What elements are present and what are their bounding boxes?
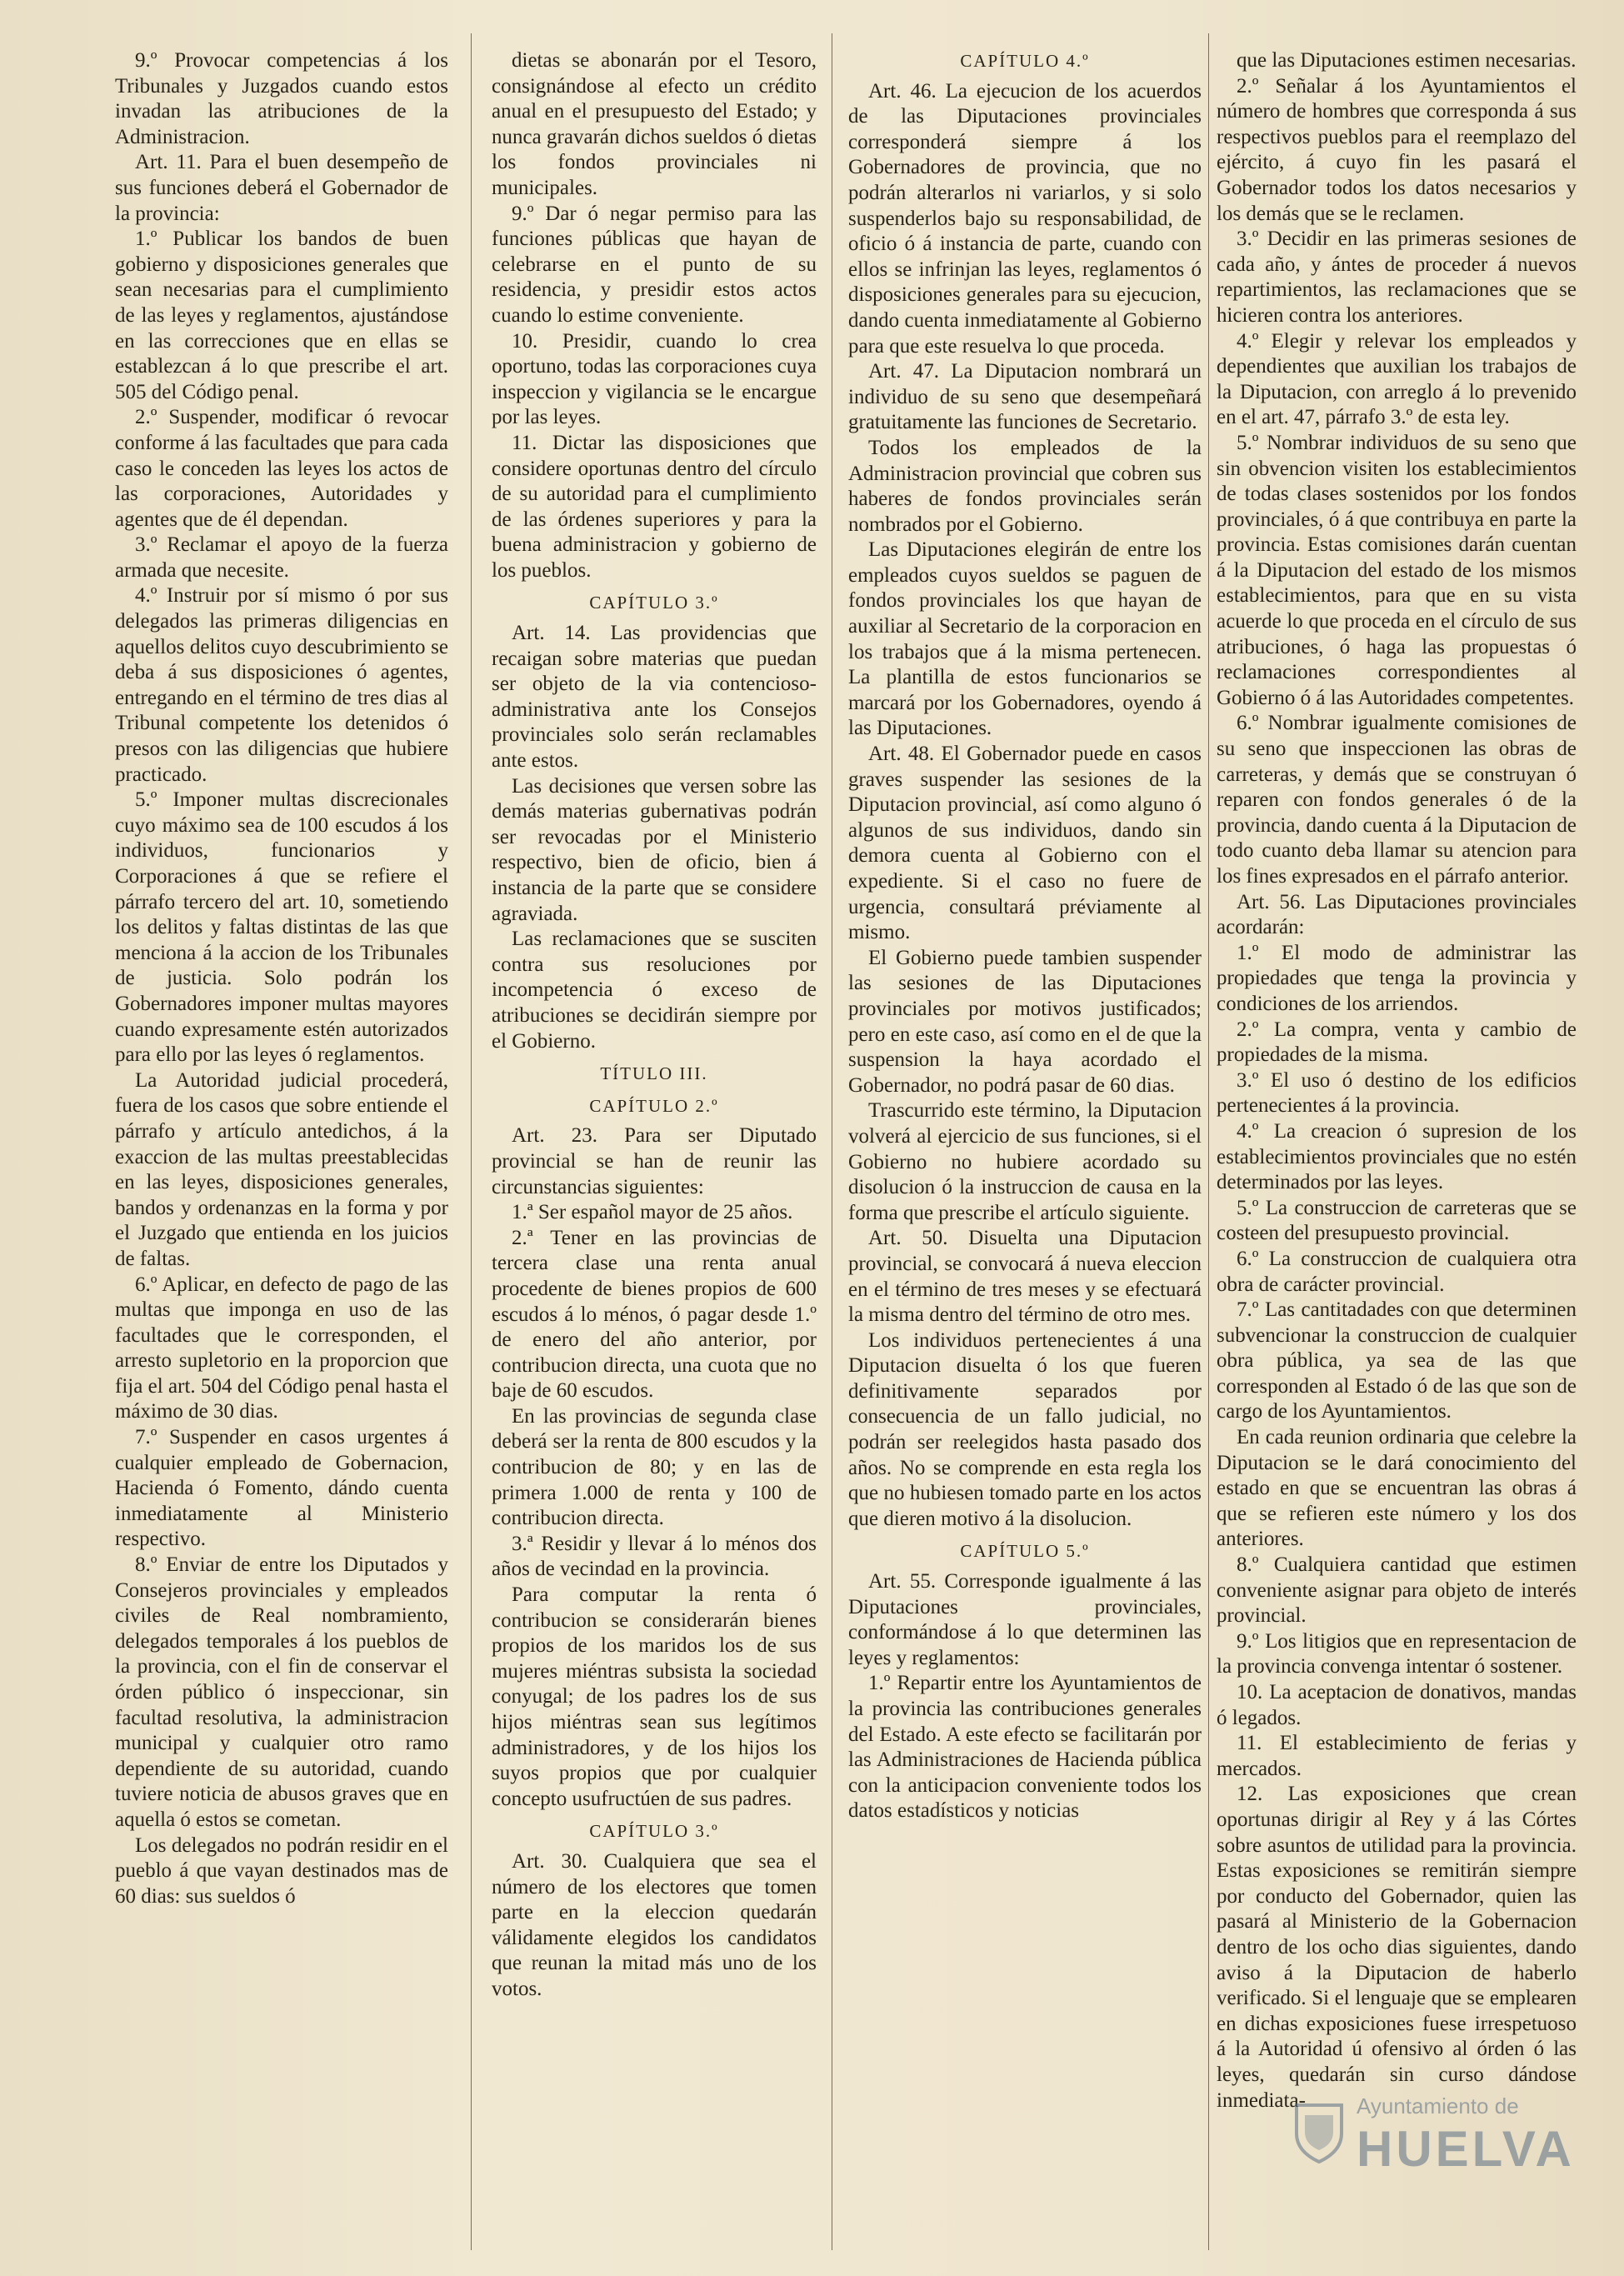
article-paragraph: Art. 55. Corresponde igualmente á las Diputaciones provinciales, conformándose á lo que determinen las leyes y reglamentos: [848, 1570, 1202, 1669]
article-paragraph: Para computar la renta ó contribucion se considerarán bienes propios de los maridos los de sus mujeres miéntras subsista la sociedad conyugal; de los padres los de sus hijos miéntras sean sus legítimos administradores, y de los hijos los suyos propios que por cualquier concepto usufructúen de sus padres. [492, 1583, 817, 1810]
article-paragraph: 1.º Publicar los bandos de buen gobierno y disposiciones generales que sean necesarias para el cumplimiento de las leyes y reglamentos, ajustándose en las correcciones que en ellas se establezcan á lo que prescribe el art. 505 del Código penal. [115, 228, 448, 403]
article-paragraph: En cada reunion ordinaria que celebre la Diputacion se le dará conocimiento del estado en que se encuentran las obras á que se refieren este número y los dos anteriores. [1217, 1426, 1577, 1551]
text-column-4 [1217, 48, 1577, 2248]
article-paragraph: Art. 30. Cualquiera que sea el número de los electores que tomen parte en la eleccion quedarán válidamente elegidos los candidatos que reunan la mitad más uno de los votos. [492, 1849, 817, 2000]
chapter-heading: CAPÍTULO 4.º [960, 51, 1090, 71]
article-paragraph: Las Diputaciones elegirán de entre los empleados cuyos sueldos se paguen de fondos provinciales los que hayan de auxiliar al Secretario de la corporacion en los trabajos que á la misma pertenecen. La plantilla de estos funcionarios se marcará por los Gobernadores, oyendo á las Diputaciones. [848, 538, 1202, 740]
article-paragraph: 2.º Suspender, modificar ó revocar conforme á las facultades que para cada caso le conceden las leyes los actos de las corporaciones, Autoridades y agentes que de él dependan. [115, 406, 448, 531]
article-paragraph: En las provincias de segunda clase deberá ser la renta de 800 escudos y la contribucion de 80; y en las de primera 1.000 de renta y 100 de contribucion directa. [492, 1404, 817, 1530]
text-column-2 [492, 48, 817, 2248]
watermark-org: Ayuntamiento de [1357, 2093, 1519, 2118]
column-rule [1208, 33, 1209, 2250]
city-shield-icon [1293, 2100, 1345, 2163]
article-paragraph: 10. La aceptacion de donativos, mandas ó legados. [1217, 1681, 1577, 1729]
article-paragraph: 6.º Aplicar, en defecto de pago de las multas que imponga en uso de las facultades que le corresponden, el arresto supletorio en la proporcion que fija el art. 504 del Código penal hasta el máximo de 30 dias. [115, 1273, 448, 1423]
article-paragraph: 3.ª Residir y llevar á lo ménos dos años de vecindad en la provincia. [492, 1532, 817, 1581]
article-paragraph: Los delegados no podrán residir en el pueblo á que vayan destinados mas de 60 dias: sus sueldos ó [115, 1833, 448, 1908]
article-paragraph: 6.º Nombrar igualmente comisiones de su seno que inspeccionen las obras de carreteras, y demás que se construyan ó reparen con fondos generales ó de la provincia, dando cuenta á la Diputacion de todo cuanto deba llamar su atencion para los fines expresados en el párrafo anterior. [1217, 712, 1577, 888]
article-paragraph: 9.º Provocar competencias á los Tribunales y Juzgados cuando estos invadan las atribuciones de la Administracion. [115, 49, 448, 148]
article-paragraph: 7.º Suspender en casos urgentes á cualquier empleado de Gobernacion, Hacienda ó Fomento, dándo cuenta inmediatamente al Ministerio respectivo. [115, 1426, 448, 1551]
article-paragraph: 1.º El modo de administrar las propiedades que tenga la provincia y condiciones de los arriendos. [1217, 941, 1577, 1015]
article-paragraph: La Autoridad judicial procederá, fuera de los casos que sobre entiende el párrafo y artículo antedichos, á la exaccion de las multas preestablecidas en las leyes, disposiciones generales, bandos y ordenanzas en la forma y por el Juzgado que entienda en los juicios de faltas. [115, 1068, 448, 1270]
article-paragraph: 3.º El uso ó destino de los edificios pertenecientes á la provincia. [1217, 1068, 1577, 1118]
article-paragraph: 5.º La construccion de carreteras que se costeen del presupuesto provincial. [1217, 1196, 1577, 1245]
article-paragraph: Art. 46. La ejecucion de los acuerdos de las Diputaciones provinciales corresponderá siempre á los Gobernadores de provincia, que no podrán alterarlos ni variarlos, y si solo suspenderlos bajo su responsabilidad, de oficio ó á instancia de parte, cuando con ellos se infrinjan las leyes, reglamentos ó disposiciones generales para su ejecucion, dando cuenta inmediatamente al Gobierno para que este resuelva lo que proceda. [848, 79, 1202, 358]
article-paragraph: El Gobierno puede tambien suspender las sesiones de las Diputaciones provinciales por motivos justificados; pero en este caso, así como en el de que la suspension la haya acordado el Gobernador, no podrá pasar de 60 dias. [848, 946, 1202, 1097]
watermark-city: HUELVA [1357, 2121, 1575, 2177]
article-paragraph: Art. 47. La Diputacion nombrará un individuo de su seno que desempeñará gratuitamente las funciones de Secretario. [848, 360, 1202, 434]
article-paragraph: 8.º Enviar de entre los Diputados y Consejeros provinciales y empleados civiles de Real nombramiento, delegados temporales á los pueblos de la provincia, con el fin de conservar el órden público ó inspeccionar, sin facultad resolutiva, la administracion municipal y cualquier otro ramo dependiente de su autoridad, cuando tuviere noticia de abusos graves que en aquella ó estos se cometan. [115, 1553, 448, 1831]
article-paragraph: 3.º Reclamar el apoyo de la fuerza armada que necesite. [115, 533, 448, 582]
article-paragraph: Art. 23. Para ser Diputado provincial se han de reunir las circunstancias siguientes: [492, 1124, 817, 1198]
article-paragraph: Todos los empleados de la Administracion provincial que cobren sus haberes de fondos provinciales serán nombrados por el Gobierno. [848, 436, 1202, 536]
article-paragraph: 2.º Señalar á los Ayuntamientos el número de hombres que corresponda á sus respectivos pueblos para el reemplazo del ejército, á cuyo fin les pasará el Gobernador todos los datos necesarios y los demás que se le reclamen. [1217, 74, 1577, 225]
article-paragraph: 11. El establecimiento de ferias y mercados. [1217, 1732, 1577, 1780]
text-column-1 [115, 48, 448, 2248]
article-paragraph: 6.º La construccion de cualquiera otra obra de carácter provincial. [1217, 1247, 1577, 1296]
chapter-heading: TÍTULO III. [600, 1063, 708, 1084]
column-rule [471, 33, 472, 2250]
article-paragraph: 7.º Las cantitadades con que determinen subvencionar la construccion de cualquier obra pública, ya sea de las que corresponden al Estado ó de las que son de cargo de los Ayuntamientos. [1217, 1298, 1577, 1423]
article-paragraph: 9.º Dar ó negar permiso para las funciones públicas que hayan de celebrarse en el punto de su residencia, y presidir estos actos cuando lo estime conveniente. [492, 202, 817, 327]
chapter-heading: CAPÍTULO 5.º [960, 1541, 1090, 1562]
article-paragraph: 4.º Elegir y relevar los empleados y dependientes que auxilian los trabajos de la Diputacion, con arreglo á lo prevenido en el art. 47, párrafo 3.º de esta ley. [1217, 329, 1577, 429]
article-paragraph: 1.º Repartir entre los Ayuntamientos de la provincia las contribuciones generales del Estado. A este efecto se facilitarán por las Administraciones de Hacienda pública con la anticipacion conveniente todos los datos estadísticos y noticias [848, 1672, 1202, 1823]
article-paragraph: Art. 56. Las Diputaciones provinciales acordarán: [1217, 890, 1577, 939]
article-paragraph: Art. 48. El Gobernador puede en casos graves suspender las sesiones de la Diputacion provincial, así como alguno ó algunos de sus individuos, dando sin demora cuenta al Gobierno con el expediente. Si el caso no fuere de urgencia, consultará préviamente al mismo. [848, 743, 1202, 944]
article-paragraph: 11. Dictar las disposiciones que considere oportunas dentro del círculo de su autoridad para el cumplimiento de las órdenes superiores y para la buena administracion y gobierno de los pueblos. [492, 431, 817, 582]
article-paragraph: Las decisiones que versen sobre las demás materias gubernativas podrán ser revocadas por el Ministerio respectivo, bien de oficio, bien á instancia de la parte que se considere agraviada. [492, 774, 817, 925]
chapter-heading: CAPÍTULO 3.º [589, 1821, 719, 1842]
chapter-heading: CAPÍTULO 3.º [589, 593, 719, 613]
article-paragraph: que las Diputaciones estimen necesarias. [1237, 49, 1577, 72]
article-paragraph: Art. 14. Las providencias que recaigan sobre materias que puedan ser objeto de la via contencioso-administrativa ante los Consejos provinciales solo serán reclamables ante estos. [492, 622, 817, 773]
article-paragraph: 8.º Cualquiera cantidad que estimen conveniente asignar para objeto de interés provincial. [1217, 1553, 1577, 1628]
article-paragraph: 4.º Instruir por sí mismo ó por sus delegados las primeras diligencias en aquellos delitos cuyo descubrimiento se deba á sus disposiciones ó agentes, entregando en el término de tres dias al Tribunal competente los detenidos ó presos con las diligencias que hubiere practicado. [115, 584, 448, 786]
article-paragraph: 4.º La creacion ó supresion de los establecimientos provinciales que no estén determinados por las leyes. [1217, 1119, 1577, 1194]
article-paragraph: 9.º Los litigios que en representacion de la provincia convenga intentar ó sostener. [1217, 1629, 1577, 1678]
chapter-heading: CAPÍTULO 2.º [589, 1095, 719, 1116]
article-paragraph: 2.º La compra, venta y cambio de propiedades de la misma. [1217, 1018, 1577, 1067]
article-paragraph: Trascurrido este término, la Diputacion volverá al ejercicio de sus funciones, si el Gobierno no hubiere acordado su disolucion ó la instruccion de causa en la forma que prescribe el artículo siguiente. [848, 1099, 1202, 1224]
article-paragraph: 1.ª Ser español mayor de 25 años. [512, 1201, 793, 1224]
article-paragraph: 5.º Imponer multas discrecionales cuyo máximo sea de 100 escudos á los individuos, funcionarios y Corporaciones á que se refiere el párrafo tercero del art. 10, sometiendo los delitos y faltas distintas de las que menciona á la accion de los Tribunales de justicia. Solo podrán los Gobernadores imponer multas mayores cuando expresamente estén autorizados para ello por las leyes ó reglamentos. [115, 788, 448, 1067]
article-paragraph: 10. Presidir, cuando lo crea oportuno, todas las corporaciones cuya inspeccion y vigilancia se le encargue por las leyes. [492, 329, 817, 429]
article-paragraph: 3.º Decidir en las primeras sesiones de cada año, y ántes de proceder á nuevos repartimientos, las reclamaciones que se hicieren contra los anteriores. [1217, 228, 1577, 327]
article-paragraph: Art. 50. Disuelta una Diputacion provincial, se convocará á nueva eleccion en el término de tres meses y se efectuará la misma dentro del término de otro mes. [848, 1227, 1202, 1327]
article-paragraph: Los individuos pertenecientes á una Diputacion disuelta ó los que fueren definitivamente separados por consecuencia de un fallo judicial, no podrán ser reelegidos hasta pasado dos años. No se comprende en esta regla los que no hubiesen tomado parte en los actos que dieren motivo á la disolucion. [848, 1328, 1202, 1530]
archive-watermark [1283, 2083, 1600, 2250]
article-paragraph: Art. 11. Para el buen desempeño de sus funciones deberá el Gobernador de la provincia: [115, 151, 448, 225]
text-column-3 [848, 48, 1202, 2248]
article-paragraph: 2.ª Tener en las provincias de tercera clase una renta anual procedente de bienes propios de 600 escudos á lo ménos, ó pagar desde 1.º de enero del año anterior, por contribucion directa, una cuota que no baje de 60 escudos. [492, 1226, 817, 1403]
article-paragraph: Las reclamaciones que se susciten contra sus resoluciones por incompetencia ó exceso de atribuciones se decidirán siempre por el Gobierno. [492, 928, 817, 1053]
article-paragraph: 5.º Nombrar individuos de su seno que sin obvencion visiten los establecimientos de todas clases sostenidos por los fondos provinciales, ó á que contribuya en parte la provincia. Estas comisiones darán cuentan á la Diputacion del estado de los mismos establecimientos, para que en su vista acuerde lo que proceda en el círculo de sus atribuciones, ó haga las propuestas ó reclamaciones correspondientes al Gobierno ó á las Autoridades competentes. [1217, 431, 1577, 709]
article-paragraph: 12. Las exposiciones que crean oportunas dirigir al Rey y á las Córtes sobre asuntos de utilidad para la provincia. Estas exposiciones se remitirán siempre por conducto del Gobernador, quien las pasará al Ministerio de la Gobernacion dentro de los ocho dias siguientes, dando aviso á la Diputacion de haberlo verificado. Si el lenguaje que se emplearen en dichas exposiciones fuese irrespetuoso á la Autoridad ú ofensivo al órden ó las leyes, quedarán sin curso dándose inmediata- [1217, 1783, 1577, 2112]
article-paragraph: dietas se abonarán por el Tesoro, consignándose al efecto un crédito anual en el presupuesto del Estado; y nunca gravarán dichos sueldos ó dietas los fondos provinciales ni municipales. [492, 49, 817, 199]
